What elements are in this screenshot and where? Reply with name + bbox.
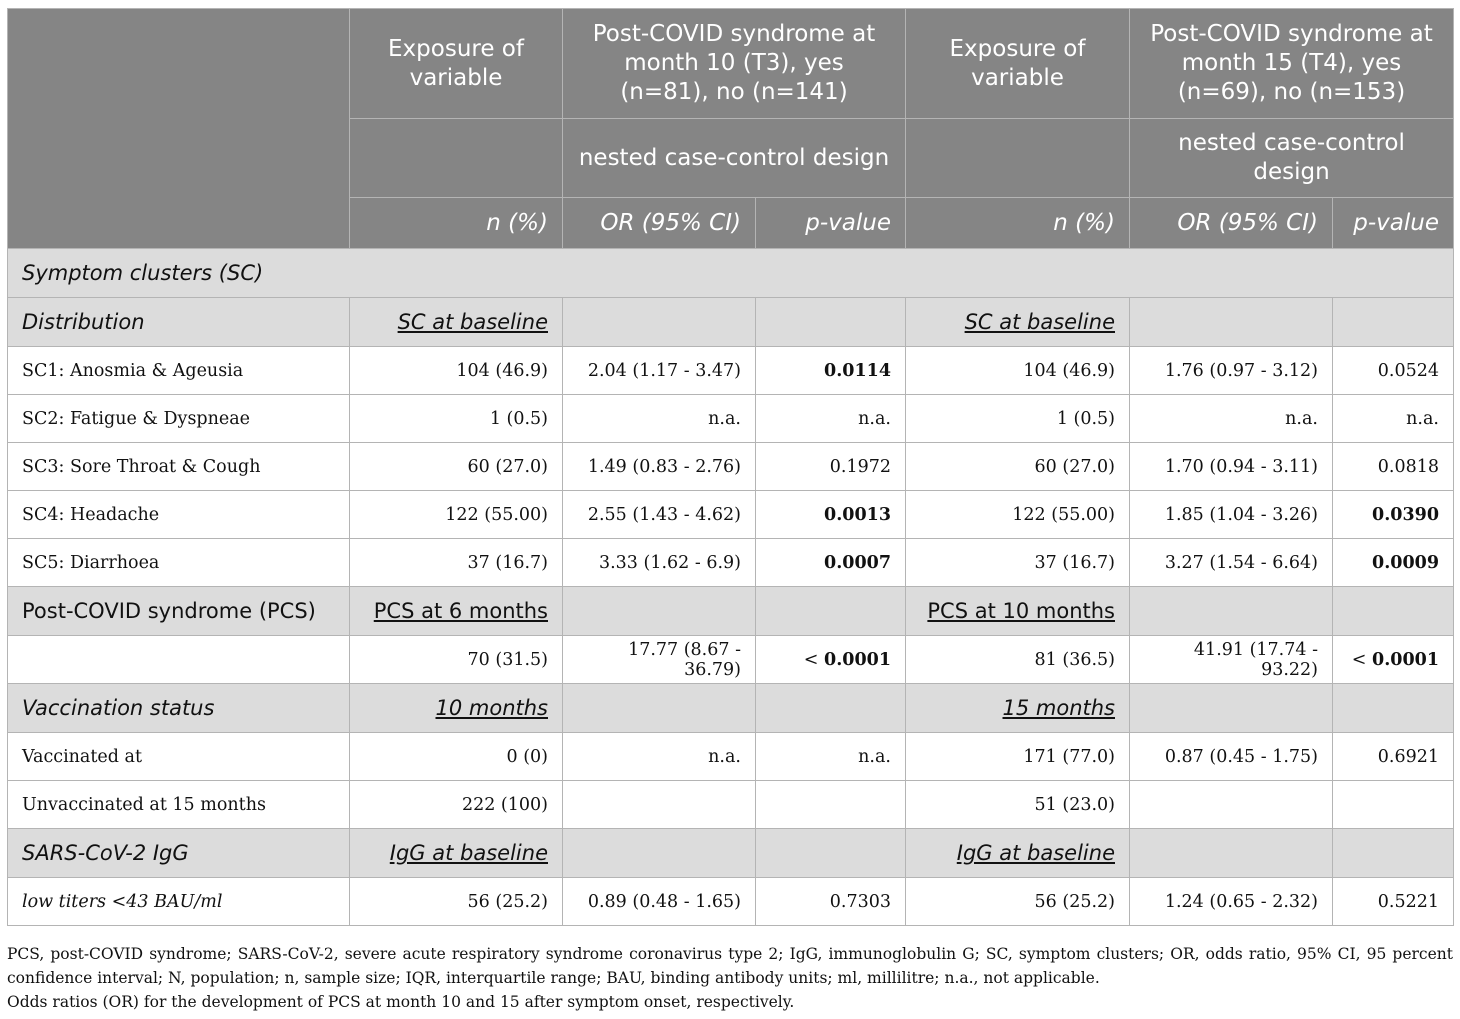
p-t3: 0.0013 <box>756 491 906 539</box>
p-t4: 0.0524 <box>1333 347 1454 395</box>
n-t4: 171 (77.0) <box>906 733 1130 781</box>
or-t3: 0.89 (0.48 - 1.65) <box>563 878 756 926</box>
n-t3: 60 (27.0) <box>350 443 563 491</box>
row-label: SC4: Headache <box>8 491 350 539</box>
section-sub-t3: PCS at 6 months <box>350 587 563 636</box>
section-sub-t4: PCS at 10 months <box>906 587 1130 636</box>
row-label <box>8 636 350 684</box>
row-label: SC2: Fatigue & Dyspneae <box>8 395 350 443</box>
p-value: 0.0001 <box>1372 649 1439 670</box>
empty-cell <box>1333 829 1454 878</box>
header-p-t3: p-value <box>756 198 906 249</box>
empty-cell <box>1130 587 1333 636</box>
p-value: 0.0001 <box>824 649 891 670</box>
n-t3: 222 (100) <box>350 781 563 829</box>
empty-cell <box>756 298 906 347</box>
or-t4: 1.24 (0.65 - 2.32) <box>1130 878 1333 926</box>
header-corner <box>8 9 350 249</box>
section-symptom-clusters <box>8 249 1454 298</box>
n-t4: 51 (23.0) <box>906 781 1130 829</box>
header-design-t4: nested case-control design <box>1130 119 1454 198</box>
or-t4: 0.87 (0.45 - 1.75) <box>1130 733 1333 781</box>
n-t3: 0 (0) <box>350 733 563 781</box>
footnote-description: Odds ratios (OR) for the development of PCS at month 10 and 15 after symptom onset, respectively. <box>7 993 795 1011</box>
section-sub-t3: 10 months <box>350 684 563 733</box>
header-blank-t3 <box>350 119 563 198</box>
section-label: Distribution <box>8 298 350 347</box>
p-t4: 0.6921 <box>1333 733 1454 781</box>
or-t4 <box>1130 781 1333 829</box>
p-t3 <box>756 636 906 684</box>
or-t3: 3.33 (1.62 - 6.9) <box>563 539 756 587</box>
empty-cell <box>1130 684 1333 733</box>
section-igg <box>8 829 1454 878</box>
or-t4: n.a. <box>1130 395 1333 443</box>
section-sub-t4: SC at baseline <box>906 298 1130 347</box>
table-row <box>8 395 1454 443</box>
n-t3: 70 (31.5) <box>350 636 563 684</box>
table-row <box>8 347 1454 395</box>
p-t4 <box>1333 636 1454 684</box>
n-t3: 122 (55.00) <box>350 491 563 539</box>
header-or-t4: OR (95% CI) <box>1130 198 1333 249</box>
n-t4: 37 (16.7) <box>906 539 1130 587</box>
n-t4: 60 (27.0) <box>906 443 1130 491</box>
row-label: Vaccinated at <box>8 733 350 781</box>
p-prefix: < <box>1351 649 1373 670</box>
empty-cell <box>1333 587 1454 636</box>
section-sub-t3: SC at baseline <box>350 298 563 347</box>
p-t4: 0.0009 <box>1333 539 1454 587</box>
empty-cell <box>563 298 756 347</box>
header-exposure-t3: Exposure of variable <box>350 9 563 119</box>
row-label: SC1: Anosmia & Ageusia <box>8 347 350 395</box>
or-t3: n.a. <box>563 733 756 781</box>
results-table <box>7 8 1454 926</box>
or-t4: 1.76 (0.97 - 3.12) <box>1130 347 1333 395</box>
section-vaccination <box>8 684 1454 733</box>
p-t4: n.a. <box>1333 395 1454 443</box>
footnote-abbreviations: PCS, post-COVID syndrome; SARS-CoV-2, severe acute respiratory syndrome coronavirus type 2; IgG, immunoglobulin G; SC, symptom clusters; OR, odds ratio, 95% CI, 95 percent confidence interval; N, population; n, sample size; IQR, interquartile range; BAU, binding antibody units; ml, millilitre; n.a., not applicable. <box>7 945 1453 987</box>
table-row <box>8 781 1454 829</box>
table-row <box>8 636 1454 684</box>
header-blank-t4 <box>906 119 1130 198</box>
p-prefix: < <box>803 649 825 670</box>
empty-cell <box>563 587 756 636</box>
p-t3: 0.1972 <box>756 443 906 491</box>
empty-cell <box>1333 298 1454 347</box>
header-n-pct-t4: n (%) <box>906 198 1130 249</box>
p-t3: n.a. <box>756 395 906 443</box>
section-distribution <box>8 298 1454 347</box>
or-t3: 1.49 (0.83 - 2.76) <box>563 443 756 491</box>
header-row-1 <box>8 9 1454 119</box>
or-t3: 2.55 (1.43 - 4.62) <box>563 491 756 539</box>
p-t3: 0.7303 <box>756 878 906 926</box>
n-t4: 56 (25.2) <box>906 878 1130 926</box>
section-label: Vaccination status <box>8 684 350 733</box>
table-row <box>8 878 1454 926</box>
n-t3: 56 (25.2) <box>350 878 563 926</box>
header-design-t3: nested case-control design <box>563 119 906 198</box>
or-t4: 1.85 (1.04 - 3.26) <box>1130 491 1333 539</box>
header-or-t3: OR (95% CI) <box>563 198 756 249</box>
table-row <box>8 491 1454 539</box>
n-t4: 104 (46.9) <box>906 347 1130 395</box>
n-t3: 104 (46.9) <box>350 347 563 395</box>
header-pcs-t3: Post-COVID syndrome at month 10 (T3), yes (n=81), no (n=141) <box>563 9 906 119</box>
table-row <box>8 443 1454 491</box>
or-t4: 3.27 (1.54 - 6.64) <box>1130 539 1333 587</box>
p-t3 <box>756 781 906 829</box>
or-t4: 1.70 (0.94 - 3.11) <box>1130 443 1333 491</box>
section-sub-t4: 15 months <box>906 684 1130 733</box>
empty-cell <box>756 684 906 733</box>
section-label: Post-COVID syndrome (PCS) <box>8 587 350 636</box>
n-t4: 1 (0.5) <box>906 395 1130 443</box>
row-label: low titers <43 BAU/ml <box>8 878 350 926</box>
n-t4: 81 (36.5) <box>906 636 1130 684</box>
row-label: Unvaccinated at 15 months <box>8 781 350 829</box>
row-label: SC3: Sore Throat & Cough <box>8 443 350 491</box>
n-t4: 122 (55.00) <box>906 491 1130 539</box>
empty-cell <box>1130 298 1333 347</box>
or-t3: 2.04 (1.17 - 3.47) <box>563 347 756 395</box>
n-t3: 37 (16.7) <box>350 539 563 587</box>
empty-cell <box>756 829 906 878</box>
header-pcs-t4: Post-COVID syndrome at month 15 (T4), yes (n=69), no (n=153) <box>1130 9 1454 119</box>
header-n-pct-t3: n (%) <box>350 198 563 249</box>
or-t3: n.a. <box>563 395 756 443</box>
p-t3: n.a. <box>756 733 906 781</box>
section-pcs <box>8 587 1454 636</box>
header-p-t4: p-value <box>1333 198 1454 249</box>
p-t4: 0.5221 <box>1333 878 1454 926</box>
table-row <box>8 733 1454 781</box>
p-t3: 0.0007 <box>756 539 906 587</box>
section-title: Symptom clusters (SC) <box>8 249 1454 298</box>
section-sub-t3: IgG at baseline <box>350 829 563 878</box>
header-exposure-t4: Exposure of variable <box>906 9 1130 119</box>
table-row <box>8 539 1454 587</box>
or-t3 <box>563 781 756 829</box>
empty-cell <box>756 587 906 636</box>
p-t4 <box>1333 781 1454 829</box>
or-t4: 41.91 (17.74 - 93.22) <box>1130 636 1333 684</box>
p-t3: 0.0114 <box>756 347 906 395</box>
table-footnote <box>7 942 1453 1014</box>
empty-cell <box>563 829 756 878</box>
section-label: SARS-CoV-2 IgG <box>8 829 350 878</box>
section-sub-t4: IgG at baseline <box>906 829 1130 878</box>
empty-cell <box>1333 684 1454 733</box>
row-label: SC5: Diarrhoea <box>8 539 350 587</box>
n-t3: 1 (0.5) <box>350 395 563 443</box>
p-t4: 0.0818 <box>1333 443 1454 491</box>
empty-cell <box>563 684 756 733</box>
p-t4: 0.0390 <box>1333 491 1454 539</box>
empty-cell <box>1130 829 1333 878</box>
or-t3: 17.77 (8.67 - 36.79) <box>563 636 756 684</box>
